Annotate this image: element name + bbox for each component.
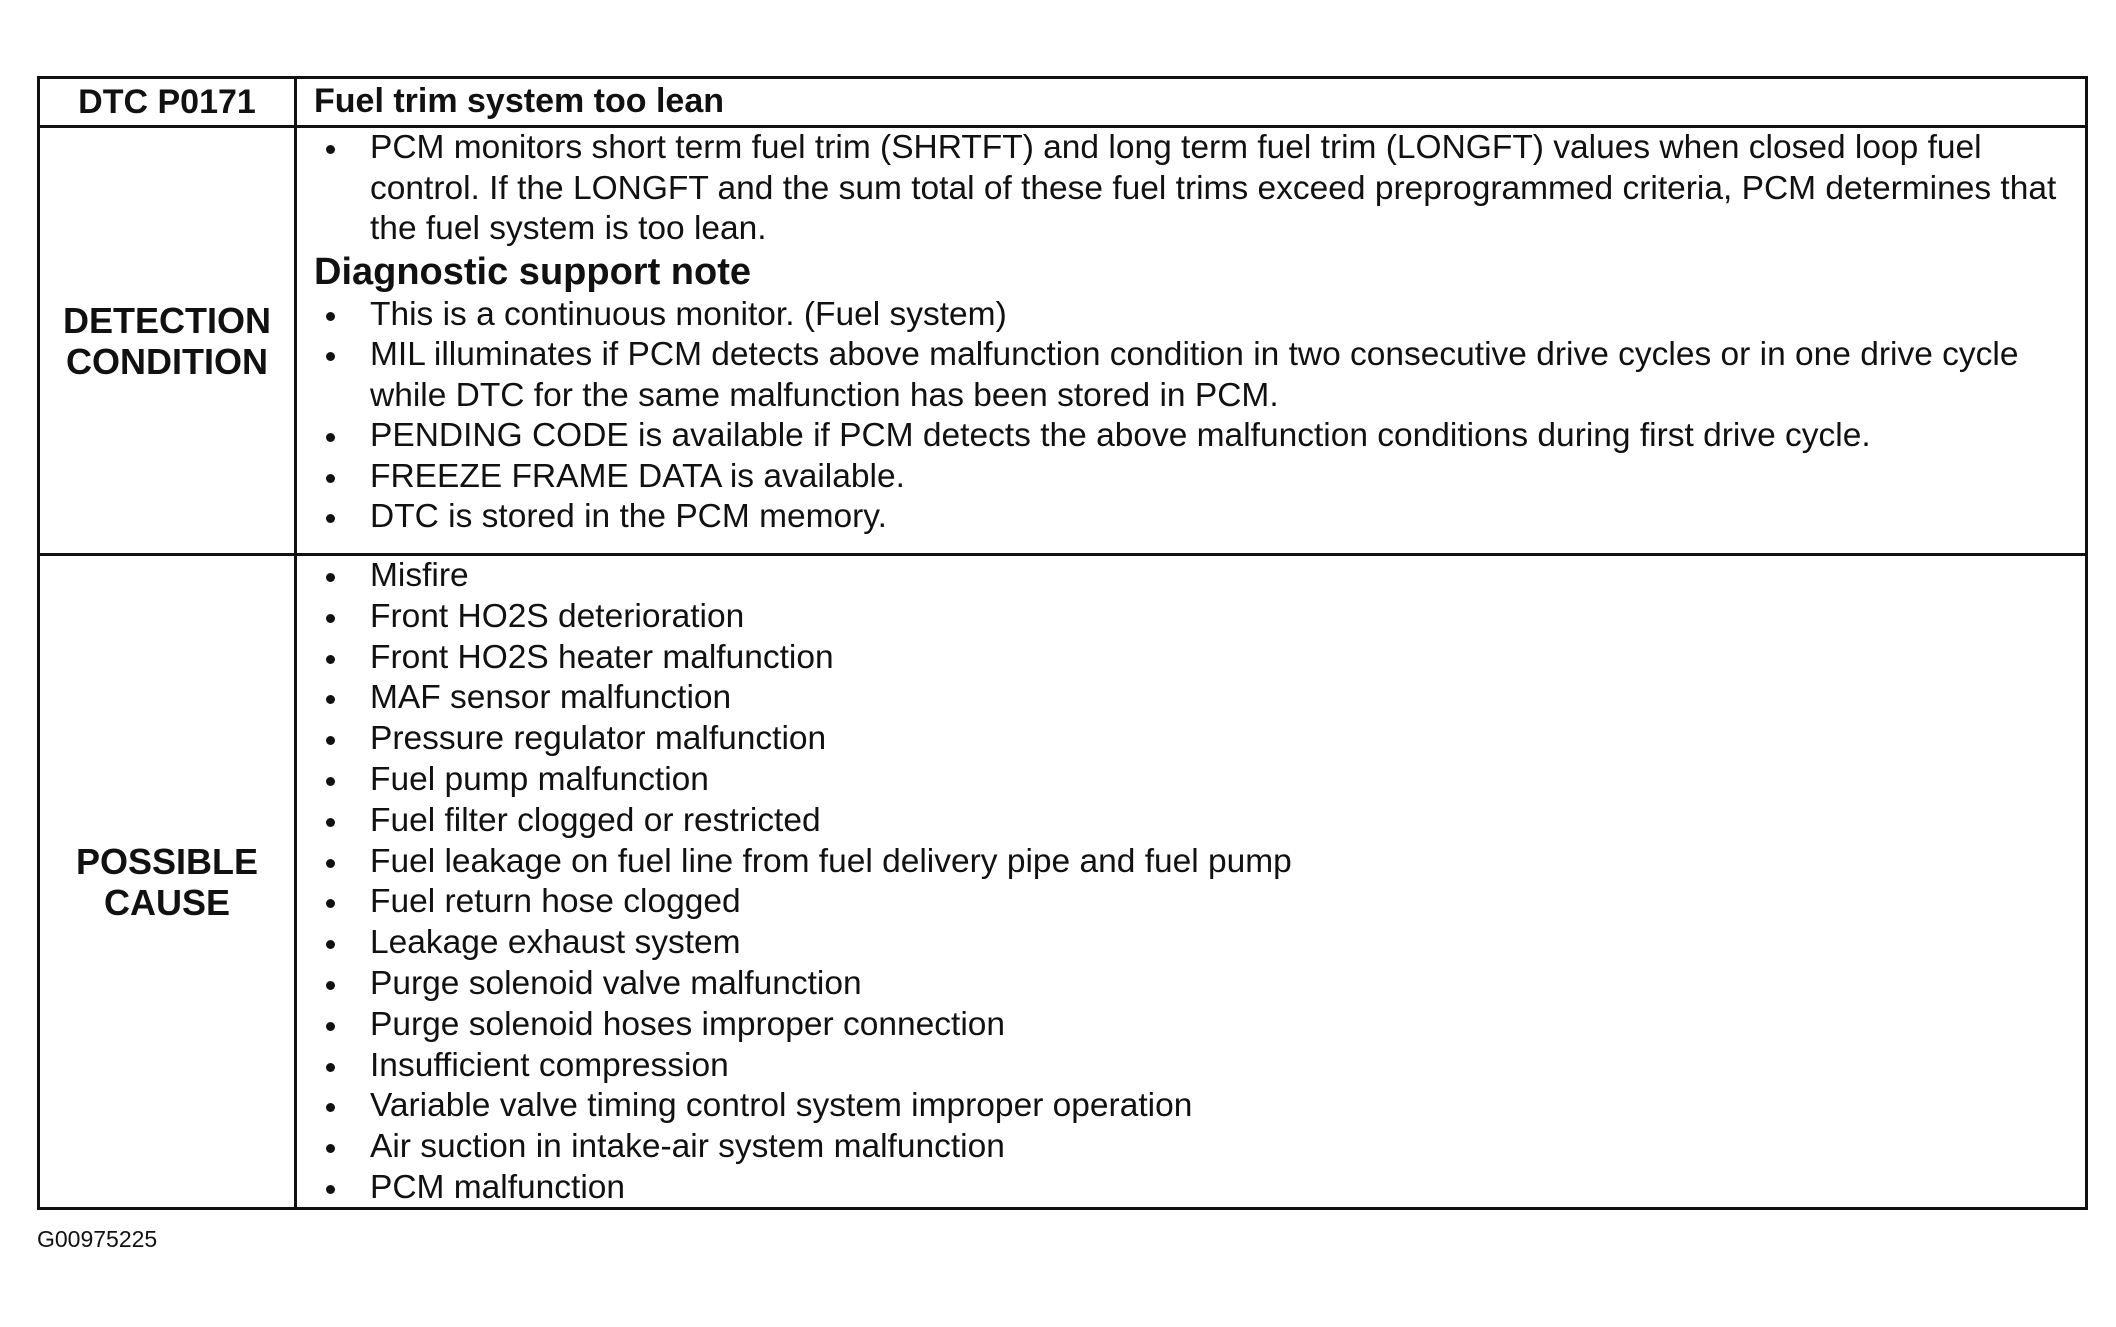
possible-cause-row [40, 556, 2085, 1207]
list-item-text: Purge solenoid valve malfunction [370, 964, 862, 1002]
list-item-text: Fuel filter clogged or restricted [370, 801, 821, 839]
list-item [314, 1046, 2069, 1087]
list-item-text: Fuel return hose clogged [370, 883, 741, 921]
list-item [314, 842, 2069, 883]
list-item-text: DTC is stored in the PCM memory. [370, 498, 887, 535]
bullet-icon [326, 940, 335, 949]
dtc-code: DTC P0171 [78, 82, 256, 121]
detection-label-line1: DETECTION [62, 299, 271, 341]
list-item-text: Fuel leakage on fuel line from fuel delivery pipe and fuel pump [370, 842, 1292, 880]
figure-id: G00975225 [37, 1226, 158, 1252]
list-item-text: Variable valve timing control system improper operation [370, 1087, 1193, 1125]
list-item-text: PCM monitors short term fuel trim (SHRTFT) and long term fuel trim (LONGFT) values when closed loop fuel control. If the LONGFT and the sum total of these fuel trims exceed preprogrammed criteria, PCM determines that the fuel system is too lean. [370, 129, 2057, 247]
bullet-icon [326, 899, 335, 908]
detection-label-line2: CONDITION [65, 340, 268, 382]
list-item-text: Leakage exhaust system [370, 924, 741, 962]
list-item [314, 416, 2069, 457]
list-item [314, 923, 2069, 964]
dtc-table [37, 76, 2088, 1210]
list-item [314, 964, 2069, 1005]
list-item-text: Insufficient compression [370, 1046, 729, 1084]
possible-cause-content-cell [297, 556, 2085, 1207]
list-item [314, 678, 2069, 719]
detection-content-cell [297, 128, 2085, 553]
list-item-text: Pressure regulator malfunction [370, 720, 827, 758]
possible-cause-label-cell [40, 556, 297, 1207]
bullet-icon [326, 1185, 335, 1194]
diagnostic-support-list [314, 295, 2069, 538]
bullet-icon [326, 1103, 335, 1112]
list-item-text: Air suction in intake-air system malfunction [370, 1128, 1005, 1166]
detection-label-cell [40, 128, 297, 553]
list-item [314, 556, 2069, 597]
bullet-icon [326, 474, 335, 483]
bullet-icon [326, 1144, 335, 1153]
list-item [314, 638, 2069, 679]
list-item-text: Fuel pump malfunction [370, 760, 709, 798]
bullet-icon [326, 818, 335, 827]
header-row [40, 79, 2085, 128]
list-item [314, 801, 2069, 842]
bullet-icon [326, 736, 335, 745]
bullet-icon [326, 695, 335, 704]
list-item [314, 760, 2069, 801]
list-item [314, 882, 2069, 923]
bullet-icon [326, 352, 335, 361]
bullet-icon [326, 514, 335, 523]
list-item-text: Misfire [370, 557, 469, 594]
possible-cause-label-line1: POSSIBLE [75, 840, 259, 882]
list-item-text: This is a continuous monitor. (Fuel system) [370, 295, 1007, 333]
dtc-title: Fuel trim system too lean [314, 82, 724, 120]
bullet-icon [326, 859, 335, 868]
list-item [314, 1086, 2069, 1127]
bullet-icon [326, 614, 335, 623]
list-item [314, 457, 2069, 498]
bullet-icon [326, 433, 335, 442]
list-item-text: Purge solenoid hoses improper connection [370, 1005, 1006, 1043]
list-item-text: MAF sensor malfunction [370, 679, 732, 717]
list-item [314, 497, 2069, 538]
list-item [314, 335, 2069, 416]
bullet-icon [326, 777, 335, 786]
list-item-text: Front HO2S heater malfunction [370, 638, 834, 676]
bullet-icon [326, 1022, 335, 1031]
list-item [314, 719, 2069, 760]
list-item [314, 597, 2069, 638]
possible-cause-label-line2: CAUSE [103, 881, 230, 923]
detection-list [314, 128, 2069, 250]
bullet-icon [326, 312, 335, 321]
possible-cause-list [314, 556, 2069, 1209]
list-item [314, 1127, 2069, 1168]
list-item-text: PENDING CODE is available if PCM detects the above malfunction conditions during first drive cycle. [370, 417, 1871, 454]
list-item [314, 295, 2069, 336]
dtc-code-cell [40, 79, 297, 125]
list-item [314, 1005, 2069, 1046]
diagnostic-support-heading: Diagnostic support note [314, 250, 751, 293]
detection-label [63, 300, 271, 382]
dtc-title-cell [297, 79, 2085, 125]
list-item [314, 128, 2069, 250]
list-item-text: PCM malfunction [370, 1168, 626, 1206]
list-item-text: Front HO2S deterioration [370, 597, 745, 635]
list-item-text: MIL illuminates if PCM detects above malfunction condition in two consecutive drive cycles or in one drive cycle while DTC for the same malfunction has been stored in PCM. [370, 336, 2019, 414]
possible-cause-label [76, 841, 258, 923]
list-item-text: FREEZE FRAME DATA is available. [370, 457, 905, 495]
bullet-icon [326, 573, 335, 582]
list-item [314, 1168, 2069, 1209]
bullet-icon [326, 1063, 335, 1072]
bullet-icon [326, 655, 335, 664]
bullet-icon [326, 981, 335, 990]
bullet-icon [326, 145, 335, 154]
detection-row [40, 128, 2085, 556]
